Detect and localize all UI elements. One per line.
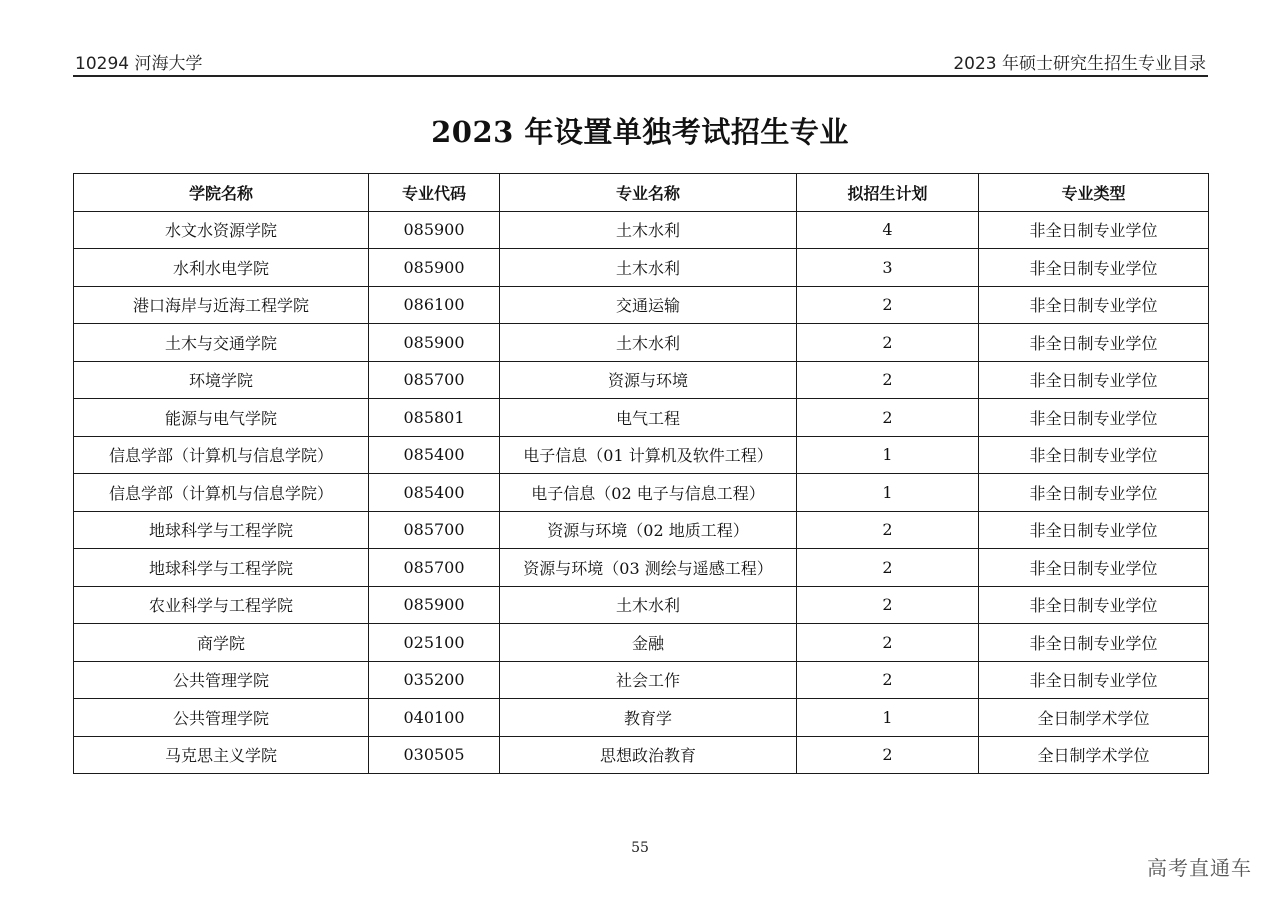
cell-enrollment-plan: 1 [797, 436, 979, 474]
table-header-row [74, 174, 1209, 212]
cell-college: 港口海岸与近海工程学院 [74, 286, 369, 324]
cell-major-type: 非全日制专业学位 [979, 511, 1209, 549]
cell-major-code: 085900 [369, 586, 500, 624]
cell-major-type: 非全日制专业学位 [979, 286, 1209, 324]
table-row [74, 211, 1209, 249]
cell-major-type: 非全日制专业学位 [979, 361, 1209, 399]
table-row [74, 736, 1209, 774]
cell-major-code: 085400 [369, 474, 500, 512]
header-catalog-title: 2023 年硕士研究生招生专业目录 [953, 54, 1206, 74]
cell-major-code: 085900 [369, 211, 500, 249]
cell-major-name: 资源与环境（03 测绘与遥感工程） [500, 549, 797, 587]
cell-major-code: 085900 [369, 324, 500, 362]
cell-enrollment-plan: 2 [797, 399, 979, 437]
table-row [74, 324, 1209, 362]
cell-enrollment-plan: 2 [797, 511, 979, 549]
cell-college: 信息学部（计算机与信息学院） [74, 474, 369, 512]
cell-major-code: 025100 [369, 624, 500, 662]
column-header-enrollment-plan: 拟招生计划 [797, 174, 979, 212]
cell-major-code: 085700 [369, 361, 500, 399]
cell-college: 马克思主义学院 [74, 736, 369, 774]
header-university: 10294 河海大学 [75, 54, 203, 74]
cell-college: 公共管理学院 [74, 699, 369, 737]
cell-college: 水文水资源学院 [74, 211, 369, 249]
cell-major-type: 非全日制专业学位 [979, 324, 1209, 362]
watermark: 高考直通车 [1147, 856, 1252, 880]
cell-major-name: 社会工作 [500, 661, 797, 699]
cell-major-type: 非全日制专业学位 [979, 249, 1209, 287]
table-row [74, 511, 1209, 549]
cell-major-name: 思想政治教育 [500, 736, 797, 774]
cell-college: 能源与电气学院 [74, 399, 369, 437]
cell-major-name: 教育学 [500, 699, 797, 737]
table-row [74, 699, 1209, 737]
table-row [74, 361, 1209, 399]
table-row [74, 586, 1209, 624]
cell-college: 环境学院 [74, 361, 369, 399]
cell-college: 地球科学与工程学院 [74, 511, 369, 549]
cell-major-name: 资源与环境 [500, 361, 797, 399]
cell-major-code: 085400 [369, 436, 500, 474]
majors-table-container [73, 173, 1208, 774]
cell-major-name: 电气工程 [500, 399, 797, 437]
cell-major-name: 土木水利 [500, 586, 797, 624]
cell-enrollment-plan: 2 [797, 286, 979, 324]
table-row [74, 436, 1209, 474]
cell-enrollment-plan: 2 [797, 586, 979, 624]
cell-college: 信息学部（计算机与信息学院） [74, 436, 369, 474]
cell-enrollment-plan: 2 [797, 549, 979, 587]
cell-major-name: 电子信息（01 计算机及软件工程） [500, 436, 797, 474]
table-body [74, 211, 1209, 774]
cell-major-name: 土木水利 [500, 324, 797, 362]
table-row [74, 624, 1209, 662]
cell-major-code: 040100 [369, 699, 500, 737]
page-number: 55 [631, 840, 649, 856]
cell-major-code: 035200 [369, 661, 500, 699]
column-header-major-name: 专业名称 [500, 174, 797, 212]
column-header-college: 学院名称 [74, 174, 369, 212]
cell-college: 水利水电学院 [74, 249, 369, 287]
cell-college: 土木与交通学院 [74, 324, 369, 362]
cell-major-code: 030505 [369, 736, 500, 774]
cell-major-type: 非全日制专业学位 [979, 211, 1209, 249]
cell-enrollment-plan: 2 [797, 736, 979, 774]
cell-enrollment-plan: 1 [797, 699, 979, 737]
cell-major-type: 非全日制专业学位 [979, 661, 1209, 699]
cell-major-type: 非全日制专业学位 [979, 624, 1209, 662]
cell-major-code: 085900 [369, 249, 500, 287]
cell-college: 地球科学与工程学院 [74, 549, 369, 587]
table-row [74, 249, 1209, 287]
cell-major-name: 交通运输 [500, 286, 797, 324]
cell-major-type: 全日制学术学位 [979, 736, 1209, 774]
header-divider [73, 75, 1208, 77]
cell-major-type: 非全日制专业学位 [979, 586, 1209, 624]
cell-major-code: 085700 [369, 511, 500, 549]
column-header-major-code: 专业代码 [369, 174, 500, 212]
page-title: 2023 年设置单独考试招生专业 [431, 115, 849, 149]
table-row [74, 661, 1209, 699]
cell-major-type: 非全日制专业学位 [979, 549, 1209, 587]
cell-college: 农业科学与工程学院 [74, 586, 369, 624]
column-header-major-type: 专业类型 [979, 174, 1209, 212]
cell-college: 商学院 [74, 624, 369, 662]
table-row [74, 286, 1209, 324]
majors-table [73, 173, 1209, 774]
table-row [74, 474, 1209, 512]
cell-enrollment-plan: 2 [797, 661, 979, 699]
cell-enrollment-plan: 2 [797, 624, 979, 662]
cell-major-name: 土木水利 [500, 249, 797, 287]
cell-college: 公共管理学院 [74, 661, 369, 699]
cell-major-type: 非全日制专业学位 [979, 399, 1209, 437]
cell-enrollment-plan: 2 [797, 361, 979, 399]
cell-enrollment-plan: 3 [797, 249, 979, 287]
cell-major-code: 085801 [369, 399, 500, 437]
cell-major-name: 土木水利 [500, 211, 797, 249]
table-row [74, 399, 1209, 437]
cell-major-type: 非全日制专业学位 [979, 474, 1209, 512]
cell-major-name: 金融 [500, 624, 797, 662]
cell-major-code: 086100 [369, 286, 500, 324]
cell-enrollment-plan: 4 [797, 211, 979, 249]
cell-enrollment-plan: 1 [797, 474, 979, 512]
cell-major-type: 全日制学术学位 [979, 699, 1209, 737]
table-row [74, 549, 1209, 587]
cell-major-code: 085700 [369, 549, 500, 587]
cell-major-name: 电子信息（02 电子与信息工程） [500, 474, 797, 512]
cell-major-name: 资源与环境（02 地质工程） [500, 511, 797, 549]
cell-enrollment-plan: 2 [797, 324, 979, 362]
cell-major-type: 非全日制专业学位 [979, 436, 1209, 474]
